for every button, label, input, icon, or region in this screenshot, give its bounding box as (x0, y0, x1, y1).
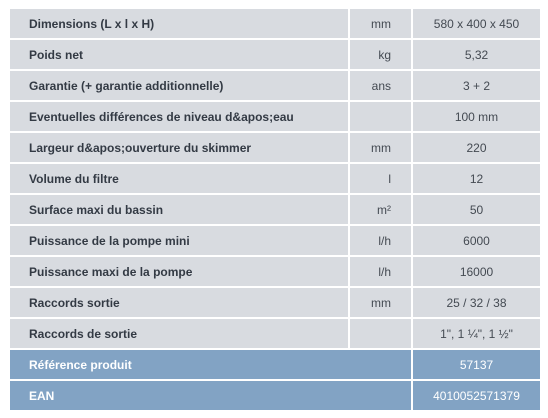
product-reference-value: 57137 (413, 350, 540, 379)
spec-unit: l/h (350, 257, 413, 286)
spec-unit (350, 319, 413, 348)
spec-label: Eventuelles différences de niveau d&apos;eau (10, 102, 350, 131)
spec-value: 50 (413, 195, 540, 224)
spec-label: Poids net (10, 40, 350, 69)
spec-unit (350, 102, 413, 131)
spec-label: Largeur d&apos;ouverture du skimmer (10, 133, 350, 162)
spec-value: 3 + 2 (413, 71, 540, 100)
product-reference-label: Référence produit (10, 350, 413, 379)
spec-unit: kg (350, 40, 413, 69)
spec-row-filter-volume (10, 164, 540, 193)
spec-value: 5,32 (413, 40, 540, 69)
spec-value: 6000 (413, 226, 540, 255)
spec-label: Puissance maxi de la pompe (10, 257, 350, 286)
spec-value: 1", 1 ¼", 1 ½" (413, 319, 540, 348)
product-specs-table (10, 7, 540, 412)
product-reference-row (10, 350, 540, 379)
spec-value: 16000 (413, 257, 540, 286)
ean-value: 4010052571379 (413, 381, 540, 410)
spec-row-dimensions (10, 9, 540, 38)
spec-unit: mm (350, 9, 413, 38)
spec-row-net-weight (10, 40, 540, 69)
spec-label: Dimensions (L x l x H) (10, 9, 350, 38)
spec-label: Surface maxi du bassin (10, 195, 350, 224)
spec-value: 25 / 32 / 38 (413, 288, 540, 317)
spec-unit: mm (350, 288, 413, 317)
spec-value: 580 x 400 x 450 (413, 9, 540, 38)
spec-unit: l/h (350, 226, 413, 255)
ean-label: EAN (10, 381, 413, 410)
spec-row-skimmer-opening (10, 133, 540, 162)
spec-value: 12 (413, 164, 540, 193)
spec-value: 220 (413, 133, 540, 162)
spec-row-max-pond-area (10, 195, 540, 224)
spec-unit: ans (350, 71, 413, 100)
spec-label: Puissance de la pompe mini (10, 226, 350, 255)
spec-unit: m² (350, 195, 413, 224)
spec-label: Raccords de sortie (10, 319, 350, 348)
spec-label: Raccords sortie (10, 288, 350, 317)
spec-label: Volume du filtre (10, 164, 350, 193)
spec-row-max-pump-power (10, 257, 540, 286)
spec-row-outlet-fittings-mm (10, 288, 540, 317)
spec-value: 100 mm (413, 102, 540, 131)
spec-unit: mm (350, 133, 413, 162)
spec-row-min-pump-power (10, 226, 540, 255)
spec-row-warranty (10, 71, 540, 100)
specs-body (10, 9, 540, 410)
spec-unit: l (350, 164, 413, 193)
ean-row (10, 381, 540, 410)
spec-row-water-level-difference (10, 102, 540, 131)
spec-label: Garantie (+ garantie additionnelle) (10, 71, 350, 100)
spec-row-outlet-fittings-inch (10, 319, 540, 348)
